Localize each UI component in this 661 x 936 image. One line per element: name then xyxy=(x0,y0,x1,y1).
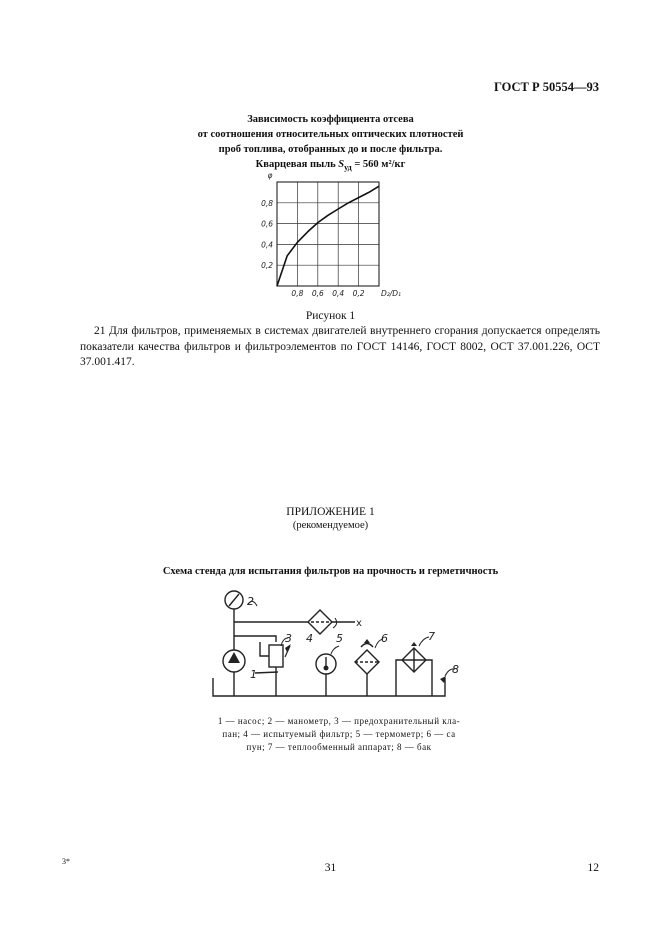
footer-sheet-number: 12 xyxy=(587,862,599,874)
x-tick-label: 0,8 xyxy=(291,289,304,298)
legend-line-1: 1 — насос; 2 — манометр, 3 — предохранительный кла- xyxy=(217,716,461,726)
scheme-title: Схема стенда для испытания фильтров на прочность и герметичность xyxy=(162,566,499,577)
callout-7: 7 xyxy=(428,630,435,643)
callout-5: 5 xyxy=(336,632,343,645)
y-tick-label: 0,6 xyxy=(261,219,273,229)
callout-1: 1 xyxy=(250,668,257,681)
test-bench-scheme xyxy=(205,580,470,708)
figure1-title-line-3: проб топлива, отобранных до и после фильтра. xyxy=(218,144,443,155)
appendix-title: ПРИЛОЖЕНИЕ 1 xyxy=(286,506,375,518)
x-axis-label: D₂/D₁ xyxy=(380,289,402,298)
x-tick-label: 0,2 xyxy=(352,289,365,298)
figure1-title xyxy=(0,112,661,175)
appendix-subtitle: (рекомендуемое) xyxy=(292,520,369,531)
callout-8: 8 xyxy=(452,663,459,676)
x-tick-label: 0,4 xyxy=(332,289,345,298)
pump-arrow xyxy=(228,652,240,663)
tank-outline xyxy=(213,678,445,696)
subtitle-symbol: S xyxy=(338,159,345,170)
figure1-chart xyxy=(258,168,403,306)
callout-6: 6 xyxy=(381,632,388,645)
thermometer-bulb xyxy=(324,666,329,671)
footer-signature-mark: 3* xyxy=(62,857,70,866)
y-tick-label: 0,4 xyxy=(261,240,273,250)
x-tick-label: 0,6 xyxy=(311,289,324,298)
paragraph-21: 21 Для фильтров, применяемых в системах двигателей внутреннего сгорания допускается определять показатели качества фильтров и фильтроэлементов по ГОСТ 14146, ГОСТ 8002, ОСТ 37.001.226, ОСТ 37.001.417. xyxy=(80,325,600,368)
scheme-legend xyxy=(213,715,465,754)
figure1-title-line-2: от соотношения относительных оптических плотностей xyxy=(197,129,464,140)
callout-2: 2 xyxy=(247,595,254,608)
callout-3: 3 xyxy=(285,632,292,645)
standard-header: ГОСТ Р 50554—93 xyxy=(493,80,599,94)
callout-4: 4 xyxy=(306,632,313,645)
y-tick-label: 0,2 xyxy=(261,261,273,271)
figure1-title-line-1: Зависимость коэффициента отсева xyxy=(247,114,414,125)
safety-valve xyxy=(269,645,283,667)
outlet-mark: x xyxy=(356,618,362,629)
page-number: 31 xyxy=(324,862,337,874)
valve-loop xyxy=(260,642,269,656)
y-axis-label: φ xyxy=(267,171,273,180)
valve-branch xyxy=(234,636,276,642)
figure1-caption: Рисунок 1 xyxy=(305,310,356,322)
appendix-heading xyxy=(0,505,661,533)
y-tick-label: 0,8 xyxy=(261,198,273,208)
plot-frame xyxy=(277,182,379,286)
series-line xyxy=(277,186,379,286)
legend-line-3: пун; 7 — теплообменный аппарат; 8 — бак xyxy=(246,742,432,752)
subtitle-subscript: уд xyxy=(344,163,352,173)
subtitle-suffix: = 560 м²/кг xyxy=(351,159,406,170)
legend-line-2: пан; 4 — испытуемый фильтр; 5 — термометр; 6 — са xyxy=(222,729,456,739)
subtitle-prefix: Кварцевая пыль xyxy=(255,159,339,170)
